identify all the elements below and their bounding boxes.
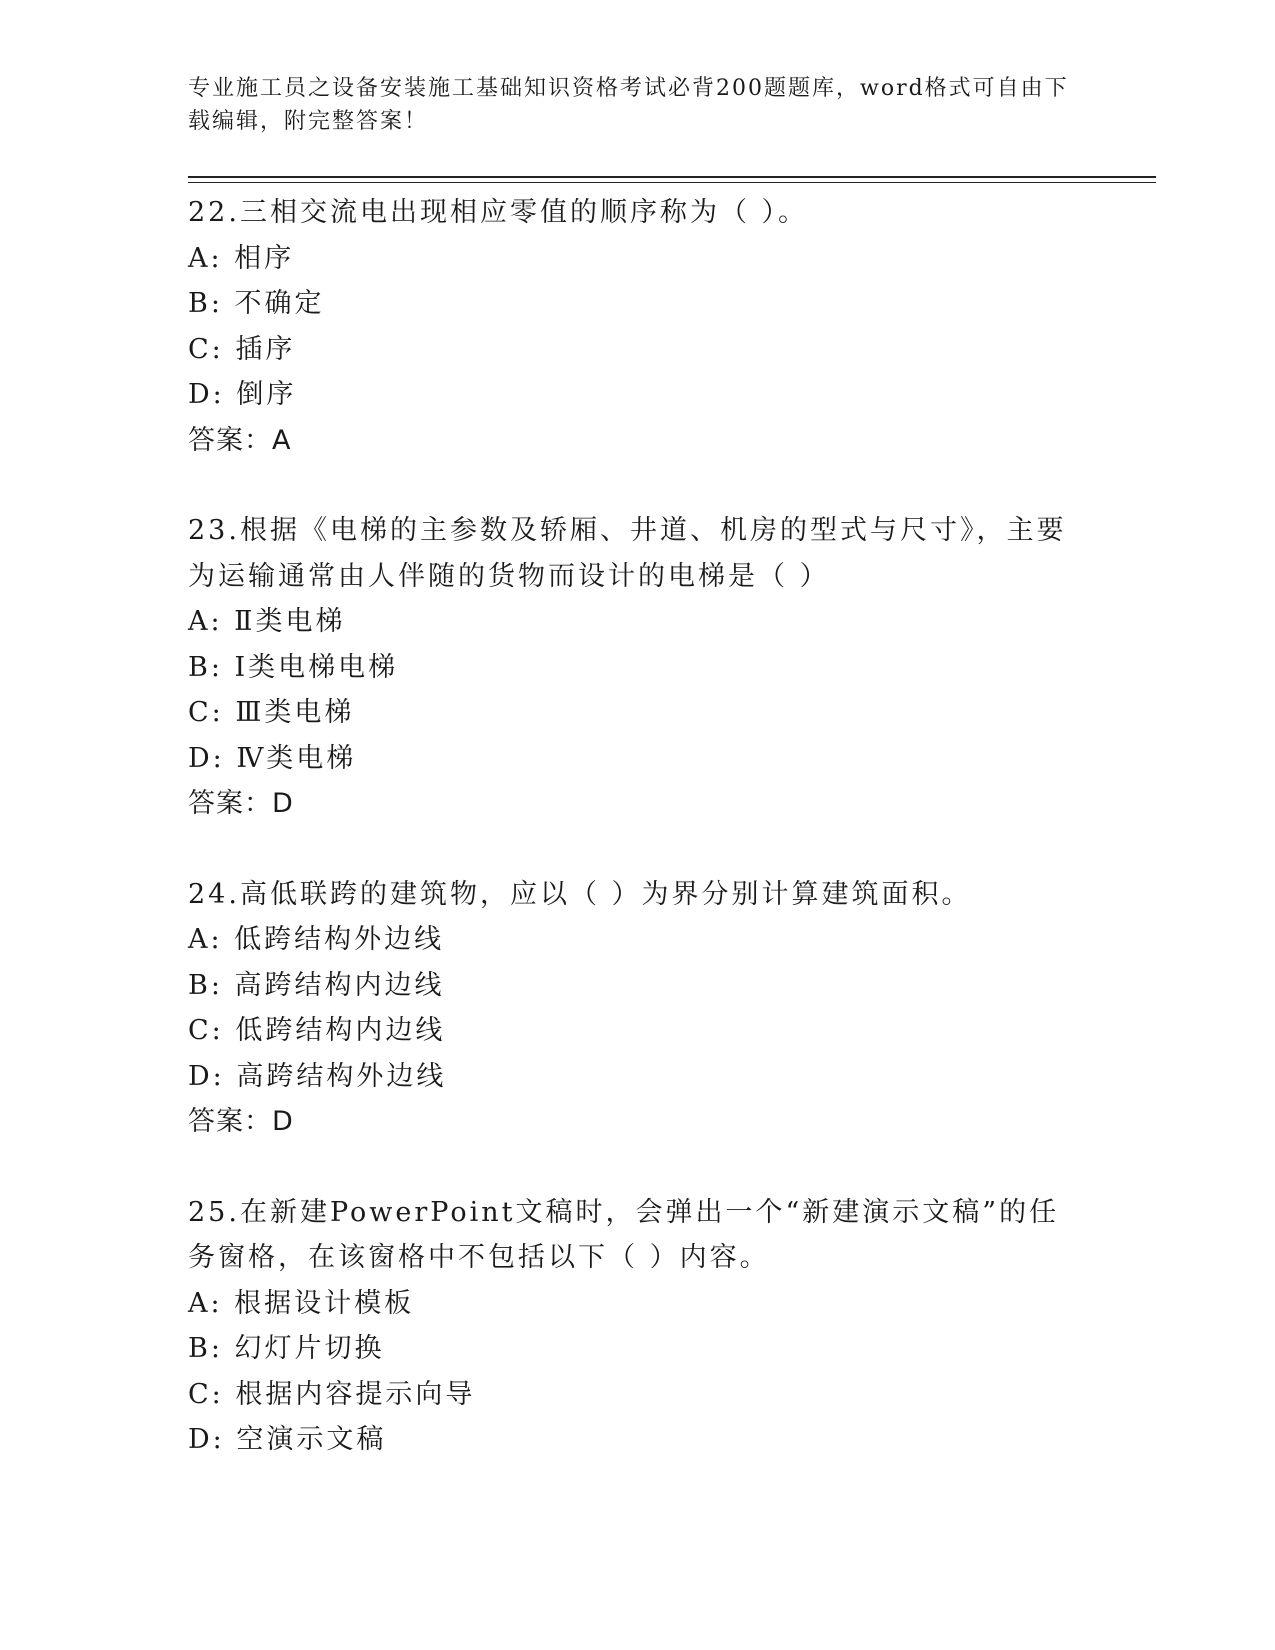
question-list [188, 190, 1088, 1463]
option-c: C: 根据内容提示向导 [188, 1378, 476, 1410]
option-a: A: 低跨结构外边线 [188, 924, 445, 955]
option-d: D: 空演示文稿 [188, 1424, 387, 1455]
option-a: A: Ⅱ类电梯 [188, 606, 346, 637]
option-c: C: 低跨结构内边线 [188, 1015, 446, 1046]
answer: 答案：D [188, 1106, 294, 1137]
question-22 [188, 190, 1088, 463]
option-c: C: 插序 [188, 333, 296, 365]
question-25 [188, 1190, 1088, 1463]
document-header: 专业施工员之设备安装施工基础知识资格考试必背200题题库，word格式可自由下载编辑，附完整答案！ [188, 76, 1069, 134]
question-23 [188, 508, 1088, 827]
spacer [188, 1145, 1088, 1190]
option-c: C: Ⅲ类电梯 [188, 697, 355, 728]
option-b: B: 高跨结构内边线 [188, 969, 445, 1001]
header-divider-thick [188, 176, 1156, 178]
answer: 答案：A [188, 424, 292, 456]
spacer [188, 463, 1088, 508]
option-d: D: 倒序 [188, 379, 297, 410]
option-d: D: 高跨结构外边线 [188, 1060, 447, 1092]
question-stem: 25.在新建PowerPoint文稿时，会弹出一个“新建演示文稿”的任务窗格，在该窗格中不包括以下（ ）内容。 [188, 1196, 1060, 1273]
header-divider-thin [188, 182, 1156, 183]
option-b: B: 幻灯片切换 [188, 1333, 385, 1364]
option-b: B: Ⅰ类电梯电梯 [188, 651, 399, 683]
question-stem: 23.根据《电梯的主参数及轿厢、井道、机房的型式与尺寸》，主要为运输通常由人伴随的货物而设计的电梯是（ ） [188, 515, 1067, 592]
question-stem: 24.高低联跨的建筑物，应以（ ）为界分别计算建筑面积。 [188, 878, 972, 910]
question-stem: 22.三相交流电出现相应零值的顺序称为（ ）。 [188, 197, 809, 228]
option-a: A: 根据设计模板 [188, 1287, 415, 1319]
option-b: B: 不确定 [188, 288, 325, 319]
answer: 答案：D [188, 788, 294, 819]
question-24 [188, 872, 1088, 1145]
option-d: D: Ⅳ类电梯 [188, 742, 357, 774]
spacer [188, 827, 1088, 872]
option-a: A: 相序 [188, 242, 295, 274]
